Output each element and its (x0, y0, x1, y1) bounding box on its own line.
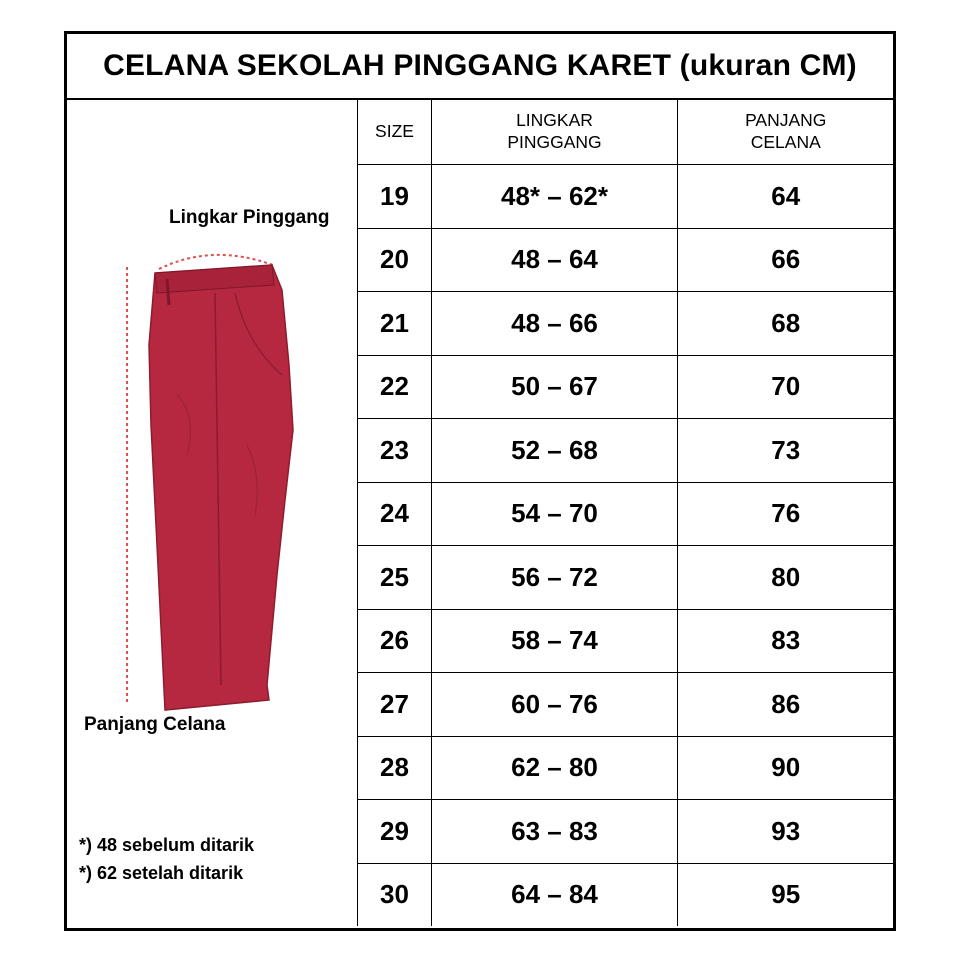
waist-cell: 56 – 72 (432, 546, 678, 610)
table-row (358, 292, 894, 356)
waist-cell: 60 – 76 (432, 673, 678, 737)
table-row (358, 863, 894, 926)
table-row (358, 800, 894, 864)
size-cell: 21 (358, 292, 432, 356)
length-cell: 90 (678, 736, 894, 800)
table-row (358, 419, 894, 483)
table-row (358, 736, 894, 800)
header-size: SIZE (358, 98, 432, 165)
length-cell: 80 (678, 546, 894, 610)
length-cell: 86 (678, 673, 894, 737)
illustration-panel (67, 100, 357, 928)
footnote: *) 48 sebelum ditarik (79, 835, 255, 855)
header-length: PANJANG CELANA (678, 98, 894, 165)
size-cell: 22 (358, 355, 432, 419)
length-cell: 70 (678, 355, 894, 419)
length-cell: 68 (678, 292, 894, 356)
size-cell: 25 (358, 546, 432, 610)
size-chart-frame (64, 31, 896, 931)
waist-cell: 48 – 66 (432, 292, 678, 356)
belt-loop (167, 279, 169, 305)
length-cell: 95 (678, 863, 894, 926)
page-title: CELANA SEKOLAH PINGGANG KARET (ukuran CM) (67, 34, 893, 100)
table-row (358, 228, 894, 292)
pants-illustration (117, 245, 347, 715)
size-cell: 23 (358, 419, 432, 483)
waist-cell: 54 – 70 (432, 482, 678, 546)
waist-cell: 48* – 62* (432, 165, 678, 229)
waist-cell: 63 – 83 (432, 800, 678, 864)
size-cell: 29 (358, 800, 432, 864)
size-cell: 19 (358, 165, 432, 229)
length-cell: 76 (678, 482, 894, 546)
header-waist: LINGKAR PINGGANG (432, 98, 678, 165)
table-row (358, 355, 894, 419)
table-row (358, 482, 894, 546)
length-cell: 73 (678, 419, 894, 483)
waist-cell: 50 – 67 (432, 355, 678, 419)
footnote: *) 62 setelah ditarik (79, 863, 244, 883)
length-cell: 64 (678, 165, 894, 229)
table-row (358, 609, 894, 673)
size-cell: 24 (358, 482, 432, 546)
length-cell: 93 (678, 800, 894, 864)
table-row (358, 673, 894, 737)
table-row (358, 546, 894, 610)
length-cell: 83 (678, 609, 894, 673)
table-row (358, 165, 894, 229)
length-cell: 66 (678, 228, 894, 292)
waist-cell: 62 – 80 (432, 736, 678, 800)
size-cell: 27 (358, 673, 432, 737)
size-table (357, 98, 894, 926)
size-cell: 30 (358, 863, 432, 926)
waist-cell: 48 – 64 (432, 228, 678, 292)
table-header-row (358, 98, 894, 165)
waist-label: Lingkar Pinggang (169, 207, 330, 228)
waist-cell: 52 – 68 (432, 419, 678, 483)
size-cell: 20 (358, 228, 432, 292)
size-cell: 28 (358, 736, 432, 800)
length-label: Panjang Celana (84, 714, 226, 735)
waist-cell: 58 – 74 (432, 609, 678, 673)
size-cell: 26 (358, 609, 432, 673)
waist-cell: 64 – 84 (432, 863, 678, 926)
